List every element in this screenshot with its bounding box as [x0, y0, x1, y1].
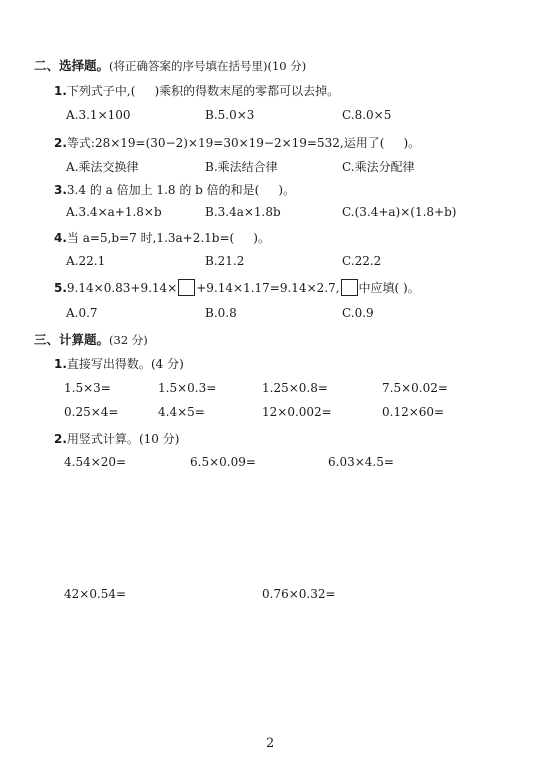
question-text: )。 [253, 231, 270, 245]
question-number: 2. [54, 432, 67, 446]
answer-blank[interactable] [135, 84, 154, 98]
calc-item: 0.76×0.32= [262, 587, 336, 601]
option-a: A.3.1×100 [66, 108, 131, 122]
section-3-note: (32 分) [109, 333, 148, 347]
option-c: C.8.0×5 [342, 108, 392, 122]
question-text: 3.4 的 a 倍加上 1.8 的 b 倍的和是( [66, 183, 260, 197]
page-number: 2 [266, 736, 275, 751]
option-b: B.0.8 [205, 306, 237, 320]
question-text: 9.14×0.83+9.14× [66, 281, 178, 295]
option-a: A.0.7 [66, 306, 98, 320]
option-b: B.21.2 [205, 254, 245, 268]
answer-blank[interactable] [384, 136, 403, 150]
section-2-title: 二、选择题。 [34, 58, 110, 73]
question-number: 4. [54, 231, 67, 245]
calc-item: 1.25×0.8= [262, 381, 328, 395]
blank-box[interactable] [178, 279, 195, 296]
question-5 [54, 279, 420, 296]
option-a: A.22.1 [66, 254, 106, 268]
question-text: +9.14×1.17=9.14×2.7, [196, 281, 340, 295]
question-text: 用竖式计算。 [66, 432, 139, 446]
question-text: 下列式子中,( [66, 84, 136, 98]
option-c: C.乘法分配律 [342, 160, 415, 174]
calc-item: 4.4×5= [158, 405, 205, 419]
question-text: )。 [278, 183, 296, 197]
question-2 [54, 134, 420, 151]
answer-blank[interactable] [234, 231, 253, 245]
question-score: (10 分) [138, 432, 180, 446]
calc-item: 1.5×0.3= [158, 381, 217, 395]
calc-item: 0.25×4= [64, 405, 119, 419]
option-c: C.0.9 [342, 306, 374, 320]
section-2-heading [34, 56, 306, 74]
section-3-title: 三、计算题。 [34, 332, 110, 347]
calc-question-1 [54, 355, 184, 372]
option-a: A.乘法交换律 [66, 160, 139, 174]
calc-item: 6.5×0.09= [190, 455, 256, 469]
calc-item: 4.54×20= [64, 455, 127, 469]
calc-question-2 [54, 430, 179, 447]
option-b: B.5.0×3 [205, 108, 255, 122]
option-c: C.22.2 [342, 254, 382, 268]
calc-item: 7.5×0.02= [382, 381, 448, 395]
question-text: 直接写出得数。 [66, 357, 151, 371]
question-number: 1. [54, 357, 67, 371]
calc-item: 0.12×60= [382, 405, 445, 419]
question-number: 2. [54, 136, 67, 150]
question-text: 中应填( )。 [358, 281, 420, 295]
answer-blank[interactable] [259, 183, 278, 197]
option-c: C.(3.4+a)×(1.8+b) [342, 205, 457, 219]
calc-item: 42×0.54= [64, 587, 127, 601]
question-4 [54, 229, 270, 246]
question-number: 3. [54, 183, 67, 197]
question-score: (4 分) [150, 357, 184, 371]
calc-item: 1.5×3= [64, 381, 111, 395]
calc-item: 6.03×4.5= [328, 455, 394, 469]
question-1 [54, 82, 339, 99]
option-b: B.3.4a×1.8b [205, 205, 281, 219]
question-number: 1. [54, 84, 67, 98]
question-text: )。 [403, 136, 421, 150]
section-2-note: (将正确答案的序号填在括号里)(10 分) [109, 59, 307, 73]
question-text: 当 a=5,b=7 时,1.3a+2.1b=( [66, 231, 235, 245]
question-3 [54, 181, 295, 198]
option-b: B.乘法结合律 [205, 160, 278, 174]
section-3-heading [34, 330, 148, 348]
calc-item: 12×0.002= [262, 405, 332, 419]
question-text: )乘积的得数末尾的零都可以去掉。 [154, 84, 340, 98]
option-a: A.3.4×a+1.8×b [66, 205, 162, 219]
question-number: 5. [54, 281, 67, 295]
blank-box[interactable] [341, 279, 358, 296]
question-text: 等式:28×19=(30−2)×19=30×19−2×19=532,运用了( [66, 136, 385, 150]
